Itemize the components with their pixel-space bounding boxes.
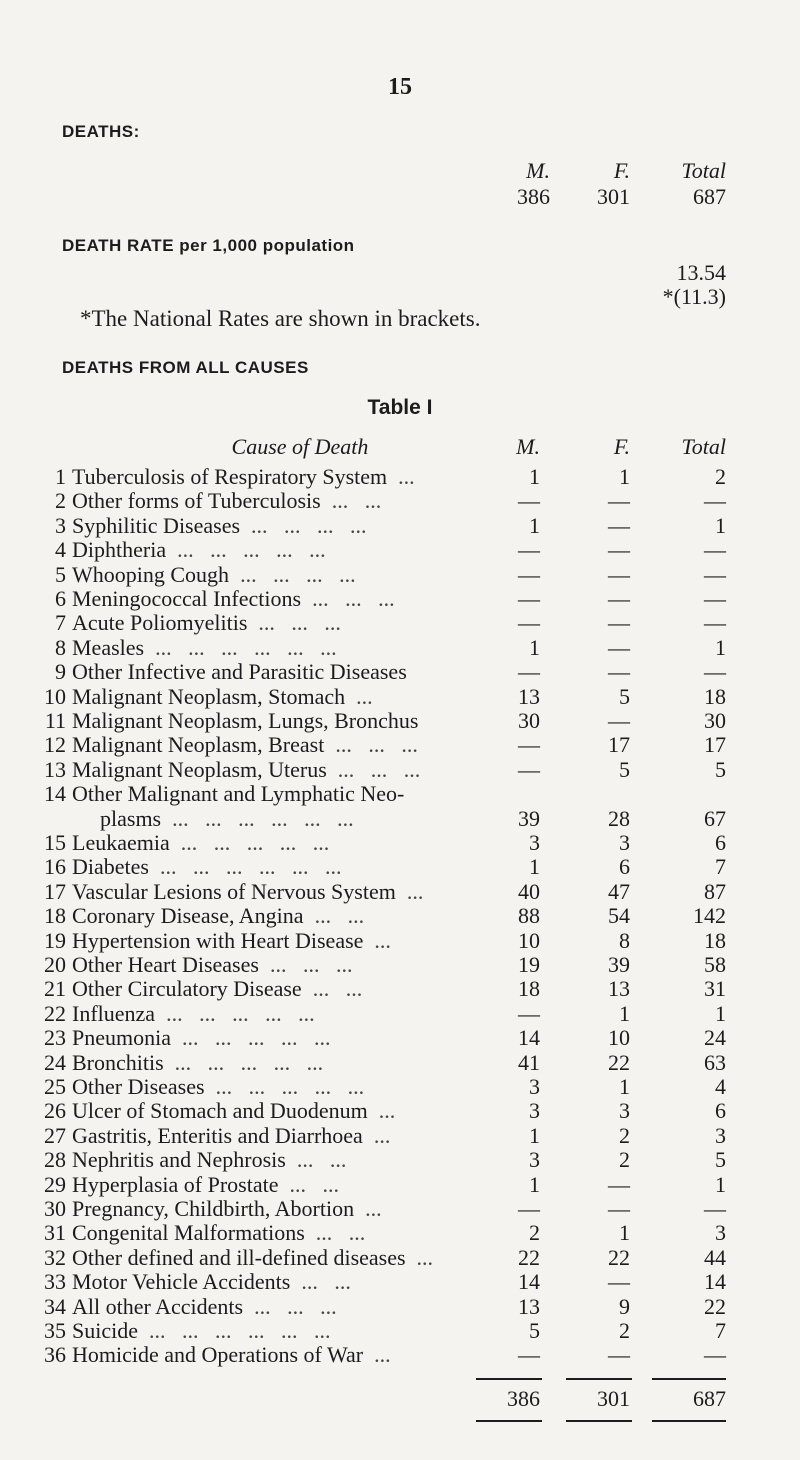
row-m-value: — bbox=[518, 488, 540, 513]
cause-label: Leukaemia bbox=[72, 830, 170, 855]
total-m: 386 bbox=[507, 1386, 540, 1411]
row-number: 16 bbox=[44, 854, 66, 879]
row-f-value: 6 bbox=[619, 854, 630, 879]
row-number: 34 bbox=[44, 1294, 66, 1319]
deaths-col-total: Total bbox=[681, 158, 726, 183]
cause-label: Influenza bbox=[72, 1001, 156, 1026]
death-rate-heading: DEATH RATE per 1,000 population bbox=[62, 236, 355, 255]
rule-m-bottom bbox=[476, 1420, 542, 1422]
row-number: 13 bbox=[44, 757, 66, 782]
row-total-value: 6 bbox=[715, 830, 726, 855]
row-total-value: 7 bbox=[715, 854, 726, 879]
leader-dots: ... bbox=[374, 1342, 391, 1367]
row-cause bbox=[72, 537, 326, 563]
deaths-col-f: F. bbox=[613, 158, 630, 183]
row-cause bbox=[72, 976, 362, 1002]
leader-dots: ... bbox=[365, 1196, 382, 1221]
row-m-value: 14 bbox=[518, 1269, 540, 1294]
row-m-value: 1 bbox=[529, 635, 540, 660]
row-number: 32 bbox=[44, 1245, 66, 1270]
row-number: 1 bbox=[55, 464, 66, 489]
row-cause bbox=[100, 806, 354, 832]
row-number: 35 bbox=[44, 1318, 66, 1343]
cause-label: Bronchitis bbox=[72, 1050, 164, 1075]
row-number: 20 bbox=[44, 952, 66, 977]
row-number: 27 bbox=[44, 1123, 66, 1148]
row-number: 5 bbox=[55, 562, 66, 587]
national-rates-note: *The National Rates are shown in brackets. bbox=[80, 306, 481, 331]
row-cause bbox=[72, 1172, 339, 1198]
cause-label: Suicide bbox=[72, 1318, 138, 1343]
row-f-value: — bbox=[608, 635, 630, 660]
deaths-m-value: 386 bbox=[517, 184, 550, 209]
leader-dots: ... ... bbox=[289, 1172, 339, 1197]
row-f-value: — bbox=[608, 610, 630, 635]
row-total-value: 63 bbox=[704, 1050, 726, 1075]
rule-f-top bbox=[566, 1378, 632, 1380]
row-m-value: — bbox=[518, 1196, 540, 1221]
row-number: 19 bbox=[44, 928, 66, 953]
page-number: 15 bbox=[388, 74, 412, 100]
leader-dots: ... ... ... ... bbox=[251, 513, 367, 538]
cause-label: Malignant Neoplasm, Uterus bbox=[72, 757, 327, 782]
row-number: 25 bbox=[44, 1074, 66, 1099]
row-f-value: 22 bbox=[608, 1245, 630, 1270]
row-total-value: 1 bbox=[715, 1001, 726, 1026]
deaths-total-value: 687 bbox=[693, 184, 726, 209]
row-m-value: 1 bbox=[529, 854, 540, 879]
cause-label: Gastritis, Enteritis and Diarrhoea bbox=[72, 1123, 363, 1148]
leader-dots: ... ... bbox=[315, 1220, 366, 1245]
row-total-value: 1 bbox=[715, 513, 726, 538]
cause-label: Acute Poliomyelitis bbox=[72, 610, 248, 635]
leader-dots: ... ... bbox=[314, 903, 365, 928]
row-m-value: — bbox=[518, 732, 540, 757]
cause-label: Malignant Neoplasm, Lungs, Bronchus bbox=[72, 708, 419, 733]
cause-label: Malignant Neoplasm, Stomach bbox=[72, 684, 346, 709]
leader-dots: ... ... ... ... ... ... bbox=[149, 1318, 331, 1343]
leader-dots: ... ... bbox=[331, 488, 382, 513]
row-f-value: 3 bbox=[619, 830, 630, 855]
row-f-value: — bbox=[608, 586, 630, 611]
leader-dots: ... bbox=[373, 1123, 391, 1148]
deaths-f-value: 301 bbox=[597, 184, 630, 209]
row-f-value: 28 bbox=[608, 806, 630, 831]
all-causes-heading: DEATHS FROM ALL CAUSES bbox=[62, 358, 309, 377]
row-m-value: 13 bbox=[518, 1294, 540, 1319]
cause-label: Pregnancy, Childbirth, Abortion bbox=[72, 1196, 355, 1221]
leader-dots: ... bbox=[406, 879, 424, 904]
row-total-value: 4 bbox=[715, 1074, 726, 1099]
row-cause bbox=[72, 1050, 323, 1076]
row-f-value: — bbox=[608, 562, 630, 587]
row-m-value: 40 bbox=[518, 879, 540, 904]
leader-dots: ... ... ... bbox=[269, 952, 353, 977]
row-m-value: — bbox=[518, 586, 540, 611]
cause-label: Other Infective and Parasitic Diseases bbox=[72, 659, 407, 684]
row-total-value: 2 bbox=[715, 464, 726, 489]
row-m-value: 3 bbox=[529, 1147, 540, 1172]
leader-dots: ... ... ... ... ... bbox=[177, 537, 326, 562]
cause-label: Congenital Malformations bbox=[72, 1220, 305, 1245]
row-m-value: 1 bbox=[529, 464, 540, 489]
row-total-value: 24 bbox=[704, 1025, 726, 1050]
row-total-value: 7 bbox=[715, 1318, 726, 1343]
rule-total-bottom bbox=[652, 1420, 726, 1422]
row-m-value: 1 bbox=[529, 1123, 540, 1148]
row-f-value: 5 bbox=[619, 684, 630, 709]
row-f-value: — bbox=[608, 537, 630, 562]
row-cause bbox=[72, 1294, 337, 1320]
row-cause bbox=[72, 1269, 351, 1295]
row-f-value: 54 bbox=[608, 903, 630, 928]
cause-label: Other Diseases bbox=[72, 1074, 205, 1099]
cause-label: Motor Vehicle Accidents bbox=[72, 1269, 291, 1294]
cause-label: Other forms of Tuberculosis bbox=[72, 488, 321, 513]
row-cause bbox=[72, 1001, 315, 1027]
row-cause bbox=[72, 1074, 364, 1100]
row-cause bbox=[72, 854, 341, 880]
row-total-value: — bbox=[704, 537, 726, 562]
row-number: 22 bbox=[44, 1001, 66, 1026]
row-cause bbox=[72, 659, 418, 685]
cause-label: Other Heart Diseases bbox=[72, 952, 259, 977]
leader-dots: ... ... ... bbox=[254, 1294, 337, 1319]
row-number: 36 bbox=[44, 1342, 66, 1367]
leader-dots: ... ... ... ... ... bbox=[174, 1050, 324, 1075]
row-number: 18 bbox=[44, 903, 66, 928]
cause-label: Homicide and Operations of War bbox=[72, 1342, 364, 1367]
header-f: F. bbox=[613, 434, 630, 459]
row-m-value: 10 bbox=[518, 928, 540, 953]
leader-dots: ... ... ... bbox=[337, 757, 421, 782]
row-f-value: 1 bbox=[619, 1001, 630, 1026]
row-total-value: 5 bbox=[715, 757, 726, 782]
row-m-value: — bbox=[518, 610, 540, 635]
cause-label: Ulcer of Stomach and Duodenum bbox=[72, 1098, 368, 1123]
row-m-value: — bbox=[518, 757, 540, 782]
row-cause bbox=[72, 928, 391, 954]
row-m-value: 3 bbox=[529, 1074, 540, 1099]
row-total-value: 31 bbox=[704, 976, 726, 1001]
row-number: 7 bbox=[55, 610, 66, 635]
leader-dots: ... ... ... ... ... bbox=[182, 1025, 331, 1050]
row-cause bbox=[72, 610, 341, 636]
row-m-value: 13 bbox=[518, 684, 540, 709]
cause-label: Malignant Neoplasm, Breast bbox=[72, 732, 325, 757]
cause-label: Meningococcal Infections bbox=[72, 586, 302, 611]
row-total-value: — bbox=[704, 488, 726, 513]
row-cause bbox=[72, 879, 423, 905]
row-cause bbox=[72, 732, 418, 758]
row-total-value: — bbox=[704, 1342, 726, 1367]
row-f-value: — bbox=[608, 1342, 630, 1367]
row-m-value: — bbox=[518, 562, 540, 587]
row-f-value: — bbox=[608, 659, 630, 684]
deaths-heading: DEATHS: bbox=[62, 122, 140, 141]
row-f-value: — bbox=[608, 1269, 630, 1294]
cause-label: Other defined and ill-defined diseases bbox=[72, 1245, 406, 1270]
leader-dots: ... ... bbox=[301, 1269, 351, 1294]
row-f-value: 47 bbox=[608, 879, 630, 904]
header-cause-label: Cause of Death bbox=[231, 434, 369, 459]
row-number: 3 bbox=[55, 513, 66, 538]
row-total-value: 30 bbox=[704, 708, 726, 733]
row-cause bbox=[72, 1147, 346, 1173]
row-number: 15 bbox=[44, 830, 66, 855]
row-f-value: 39 bbox=[608, 952, 630, 977]
row-number: 14 bbox=[44, 781, 66, 806]
row-total-value: 6 bbox=[715, 1098, 726, 1123]
row-total-value: 5 bbox=[715, 1147, 726, 1172]
row-number: 28 bbox=[44, 1147, 66, 1172]
row-total-value: 44 bbox=[704, 1245, 726, 1270]
cause-label: Vascular Lesions of Nervous System bbox=[72, 879, 396, 904]
row-m-value: — bbox=[518, 537, 540, 562]
row-f-value: — bbox=[608, 488, 630, 513]
row-m-value: 39 bbox=[518, 806, 540, 831]
cause-label: All other Accidents bbox=[72, 1294, 244, 1319]
row-cause bbox=[72, 1025, 331, 1051]
row-total-value: 3 bbox=[715, 1123, 726, 1148]
rule-total-top bbox=[652, 1378, 726, 1380]
row-m-value: 3 bbox=[529, 1098, 540, 1123]
cause-label: Coronary Disease, Angina bbox=[72, 903, 304, 928]
row-cause bbox=[72, 757, 420, 783]
row-number: 2 bbox=[55, 488, 66, 513]
header-total: Total bbox=[681, 434, 726, 459]
row-m-value: — bbox=[518, 1001, 540, 1026]
row-cause bbox=[72, 903, 364, 929]
row-total-value: — bbox=[704, 1196, 726, 1221]
row-m-value: 18 bbox=[518, 976, 540, 1001]
row-total-value: — bbox=[704, 562, 726, 587]
total-f: 301 bbox=[597, 1386, 630, 1411]
row-f-value: — bbox=[608, 708, 630, 733]
leader-dots: ... bbox=[378, 1098, 396, 1123]
row-number: 9 bbox=[55, 659, 66, 684]
cause-label: Other Circulatory Disease bbox=[72, 976, 302, 1001]
row-cause bbox=[72, 1220, 365, 1246]
row-number: 12 bbox=[44, 732, 66, 757]
row-cause bbox=[72, 684, 373, 710]
row-total-value: 18 bbox=[704, 684, 726, 709]
row-cause bbox=[72, 586, 395, 612]
cause-label: Whooping Cough bbox=[72, 562, 230, 587]
row-f-value: 13 bbox=[608, 976, 630, 1001]
row-f-value: 9 bbox=[619, 1294, 630, 1319]
row-cause bbox=[72, 1196, 382, 1222]
row-number: 4 bbox=[55, 537, 66, 562]
row-m-value: 41 bbox=[518, 1050, 540, 1075]
row-total-value: 67 bbox=[704, 806, 726, 831]
row-cause bbox=[72, 830, 329, 856]
leader-dots: ... bbox=[356, 684, 373, 709]
leader-dots: ... bbox=[374, 928, 391, 953]
row-f-value: 2 bbox=[619, 1147, 630, 1172]
row-m-value: 22 bbox=[518, 1245, 540, 1270]
row-f-value: 5 bbox=[619, 757, 630, 782]
leader-dots: ... ... ... ... bbox=[240, 562, 356, 587]
leader-dots: ... ... ... bbox=[258, 610, 341, 635]
cause-label: Nephritis and Nephrosis bbox=[72, 1147, 286, 1172]
leader-dots: ... ... ... bbox=[312, 586, 395, 611]
cause-label: Measles bbox=[72, 635, 145, 660]
death-rate-value: 13.54 bbox=[676, 260, 726, 285]
row-total-value: 14 bbox=[704, 1269, 726, 1294]
cause-label: Syphilitic Diseases bbox=[72, 513, 241, 538]
row-total-value: 1 bbox=[715, 1172, 726, 1197]
row-m-value: — bbox=[518, 1342, 540, 1367]
row-f-value: 17 bbox=[608, 732, 630, 757]
row-number: 21 bbox=[44, 976, 66, 1001]
row-f-value: 1 bbox=[619, 1074, 630, 1099]
row-number: 6 bbox=[55, 586, 66, 611]
row-number: 24 bbox=[44, 1050, 66, 1075]
rule-f-bottom bbox=[566, 1420, 632, 1422]
leader-dots: ... ... ... ... ... bbox=[215, 1074, 365, 1099]
row-total-value: — bbox=[704, 586, 726, 611]
row-m-value: 88 bbox=[518, 903, 540, 928]
row-f-value: 22 bbox=[608, 1050, 630, 1075]
row-number: 17 bbox=[44, 879, 66, 904]
row-m-value: 1 bbox=[529, 513, 540, 538]
row-f-value: — bbox=[608, 1196, 630, 1221]
row-total-value: 142 bbox=[693, 903, 726, 928]
row-cause bbox=[72, 1318, 331, 1344]
row-cause bbox=[72, 635, 337, 661]
row-total-value: 58 bbox=[704, 952, 726, 977]
table-title: Table I bbox=[367, 396, 433, 419]
row-m-value: 5 bbox=[529, 1318, 540, 1343]
row-m-value: — bbox=[518, 659, 540, 684]
leader-dots: ... ... ... ... ... ... bbox=[172, 806, 354, 831]
row-total-value: — bbox=[704, 659, 726, 684]
leader-dots: ... ... bbox=[312, 976, 363, 1001]
death-rate-national: *(11.3) bbox=[662, 284, 726, 309]
cause-label: Hypertension with Heart Disease bbox=[72, 928, 364, 953]
cause-label: Diabetes bbox=[72, 854, 149, 879]
row-m-value: 2 bbox=[529, 1220, 540, 1245]
row-cause bbox=[72, 952, 352, 978]
leader-dots: ... bbox=[416, 1245, 434, 1270]
leader-dots: ... bbox=[398, 464, 415, 489]
row-number: 10 bbox=[44, 684, 66, 709]
row-f-value: 3 bbox=[619, 1098, 630, 1123]
header-m: M. bbox=[516, 434, 540, 459]
row-cause bbox=[72, 1342, 391, 1368]
cause-label: Pneumonia bbox=[72, 1025, 171, 1050]
row-f-value: — bbox=[608, 513, 630, 538]
row-cause bbox=[72, 464, 415, 490]
row-cause bbox=[72, 562, 356, 588]
total-total: 687 bbox=[693, 1386, 726, 1411]
row-number: 23 bbox=[44, 1025, 66, 1050]
row-f-value: 2 bbox=[619, 1318, 630, 1343]
leader-dots: ... ... bbox=[296, 1147, 347, 1172]
row-number: 31 bbox=[44, 1220, 66, 1245]
row-cause bbox=[72, 1098, 395, 1124]
leader-dots: ... ... ... ... ... ... bbox=[155, 635, 337, 660]
row-m-value: 3 bbox=[529, 830, 540, 855]
row-m-value: 19 bbox=[518, 952, 540, 977]
row-total-value: — bbox=[704, 610, 726, 635]
cause-label: Tuberculosis of Respiratory System bbox=[72, 464, 388, 489]
row-cause bbox=[72, 1123, 390, 1149]
leader-dots: ... ... ... ... ... bbox=[180, 830, 330, 855]
row-total-value: 22 bbox=[704, 1294, 726, 1319]
row-cause bbox=[72, 1245, 433, 1271]
row-number: 26 bbox=[44, 1098, 66, 1123]
row-total-value: 1 bbox=[715, 635, 726, 660]
row-m-value: 30 bbox=[518, 708, 540, 733]
row-f-value: 1 bbox=[619, 1220, 630, 1245]
row-m-value: 14 bbox=[518, 1025, 540, 1050]
row-total-value: 3 bbox=[715, 1220, 726, 1245]
rule-m-top bbox=[476, 1378, 542, 1380]
cause-label: Hyperplasia of Prostate bbox=[72, 1172, 279, 1197]
row-m-value: 1 bbox=[529, 1172, 540, 1197]
row-f-value: 8 bbox=[619, 928, 630, 953]
row-number: 11 bbox=[44, 708, 66, 733]
row-cause bbox=[72, 513, 367, 539]
deaths-col-m: M. bbox=[526, 158, 550, 183]
row-total-value: 87 bbox=[704, 879, 726, 904]
row-number: 8 bbox=[55, 635, 66, 660]
cause-label: plasms bbox=[100, 806, 162, 831]
row-total-value: 18 bbox=[704, 928, 726, 953]
cause-label: Diphtheria bbox=[72, 537, 167, 562]
row-cause bbox=[72, 488, 381, 514]
row-number: 29 bbox=[44, 1172, 66, 1197]
row-cause bbox=[72, 781, 415, 807]
row-f-value: 1 bbox=[619, 464, 630, 489]
row-number: 33 bbox=[44, 1269, 66, 1294]
leader-dots: ... ... ... ... ... ... bbox=[159, 854, 342, 879]
row-f-value: 10 bbox=[608, 1025, 630, 1050]
row-f-value: 2 bbox=[619, 1123, 630, 1148]
row-total-value: 17 bbox=[704, 732, 726, 757]
row-cause bbox=[72, 708, 429, 734]
leader-dots: ... ... ... ... ... bbox=[166, 1001, 315, 1026]
cause-label: Other Malignant and Lymphatic Neo- bbox=[72, 781, 405, 806]
leader-dots: ... ... ... bbox=[335, 732, 418, 757]
row-f-value: — bbox=[608, 1172, 630, 1197]
row-number: 30 bbox=[44, 1196, 66, 1221]
